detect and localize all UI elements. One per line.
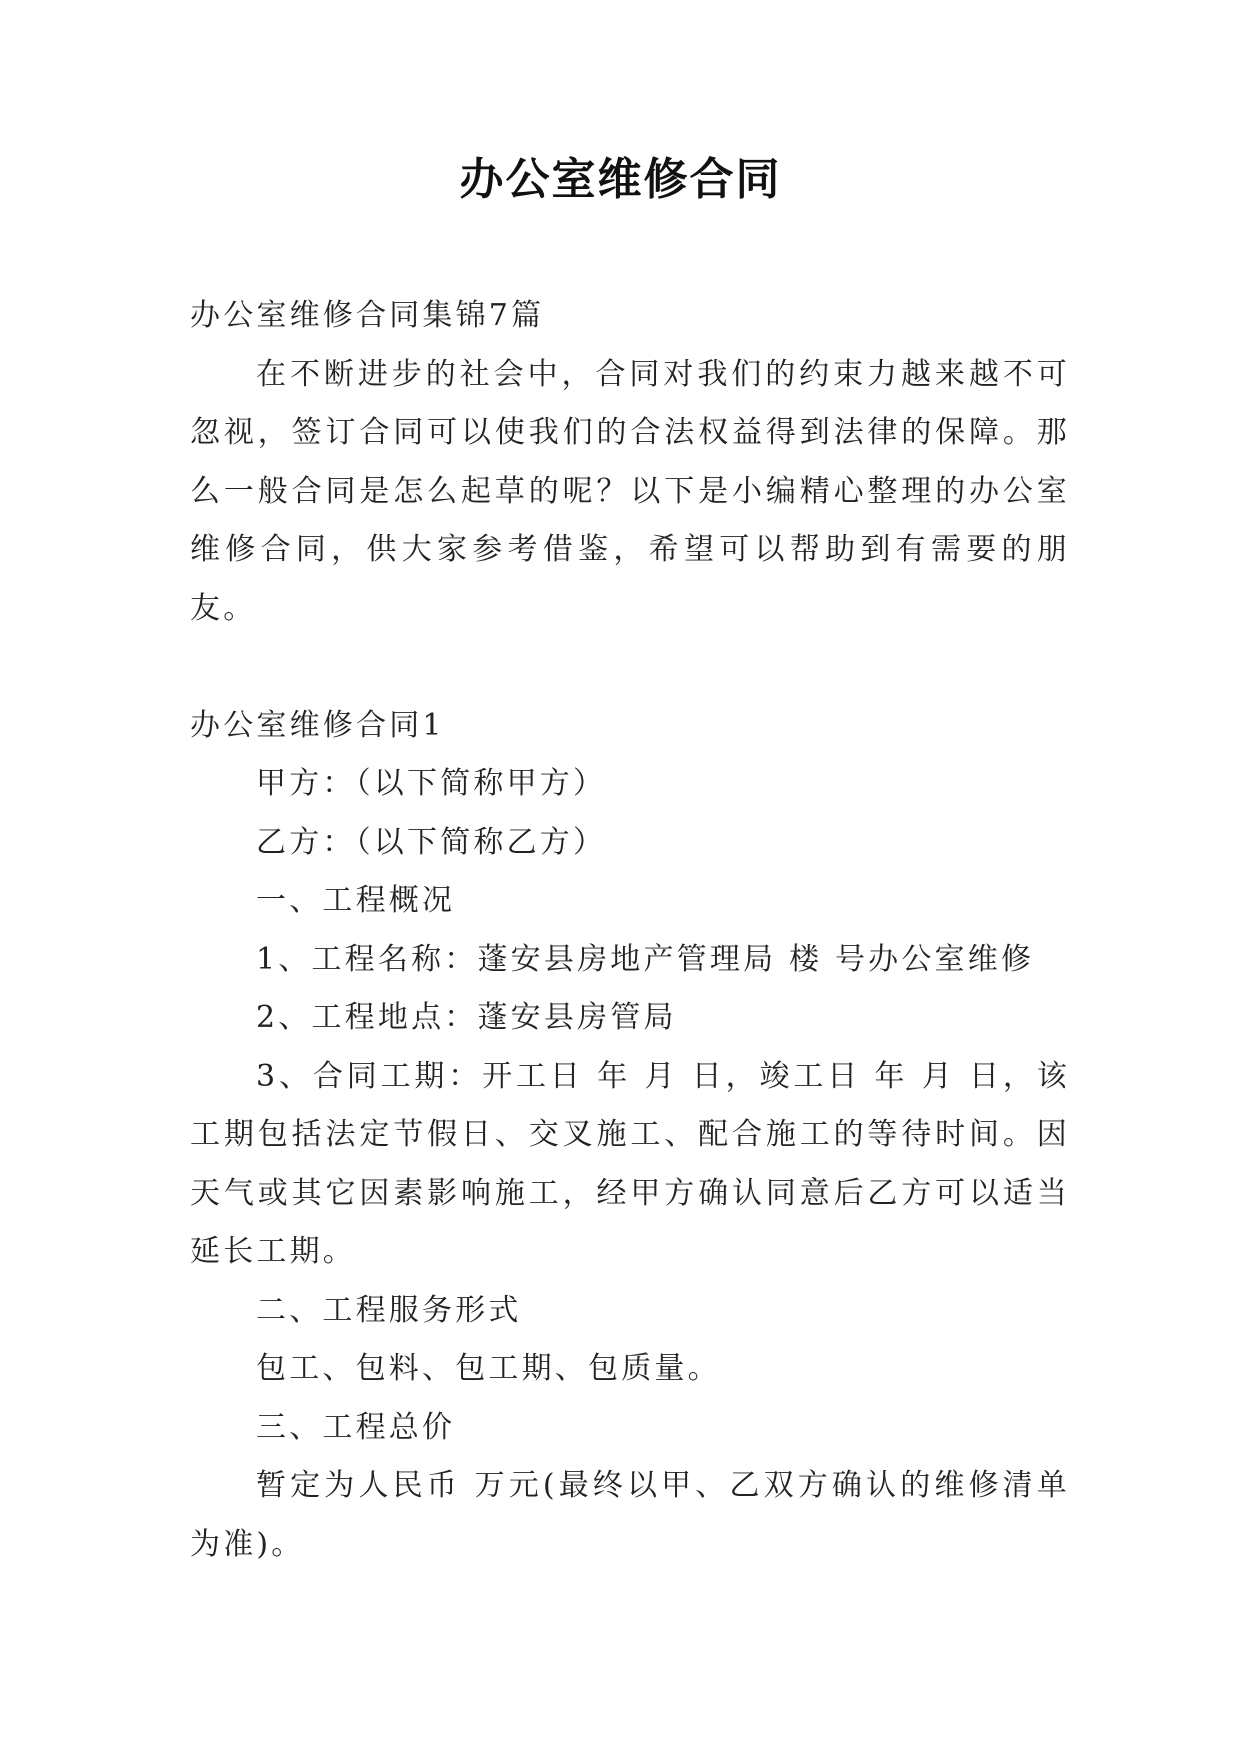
document-title: 办公室维修合同 — [459, 154, 782, 205]
party-a-line: 甲方：（以下简称甲方） — [256, 766, 607, 801]
service-form-heading: 二、工程服务形式 — [256, 1292, 522, 1328]
project-name-item: 1、工程名称：蓬安县房地产管理局 楼 号办公室维修 — [256, 941, 1035, 977]
document-body — [190, 287, 1070, 1574]
contract-period-item: 3、合同工期：开工日 年 月 日，竣工日 年 月 日，该工期包括法定节假日、交叉施工、配合施工的等待时间。因天气或其它因素影响施工，经甲方确认同意后乙方可以适当延长工期。 — [190, 1058, 1070, 1269]
total-price-heading: 三、工程总价 — [256, 1409, 456, 1445]
intro-paragraph: 在不断进步的社会中，合同对我们的约束力越来越不可忽视，签订合同可以使我们的合法权益得到法律的保障。那么一般合同是怎么起草的呢？以下是小编精心整理的办公室维修合同，供大家参考借鉴，希望可以帮助到有需要的朋友。 — [190, 356, 1070, 626]
project-location-item: 2、工程地点：蓬安县房管局 — [256, 1000, 677, 1035]
overview-heading: 一、工程概况 — [256, 883, 456, 918]
collection-subtitle: 办公室维修合同集锦7篇 — [190, 298, 545, 333]
party-b-line: 乙方：（以下简称乙方） — [256, 824, 607, 860]
paragraph-gap — [190, 638, 1070, 697]
section-heading: 办公室维修合同1 — [190, 707, 445, 743]
service-form-text: 包工、包料、包工期、包质量。 — [256, 1351, 721, 1386]
total-price-text: 暂定为人民币 万元(最终以甲、乙双方确认的维修清单为准)。 — [190, 1468, 1070, 1562]
